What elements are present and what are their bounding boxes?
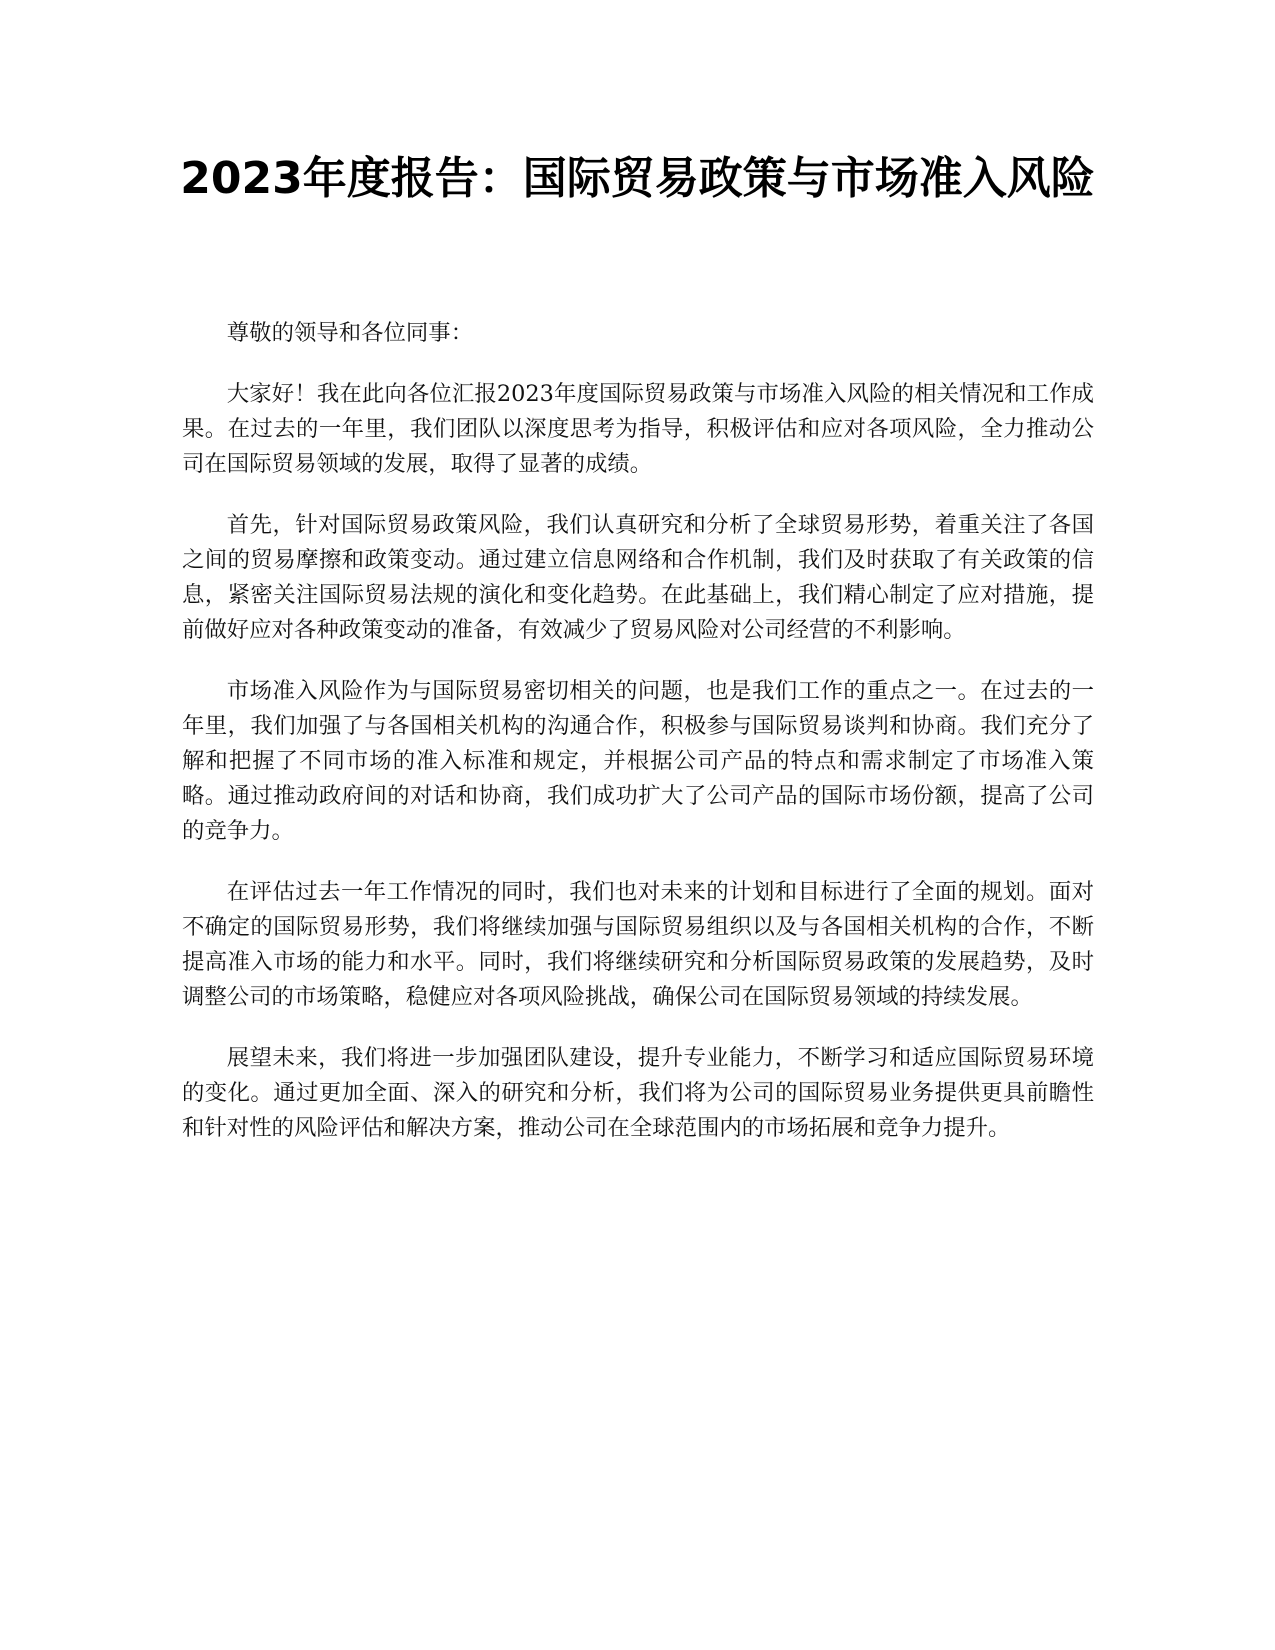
paragraph-future-plan: 在评估过去一年工作情况的同时，我们也对未来的计划和目标进行了全面的规划。面对不确定的国际贸易形势，我们将继续加强与国际贸易组织以及与各国相关机构的合作，不断提高准入市场的能力和水平。同时，我们将继续研究和分析国际贸易政策的发展趋势，及时调整公司的市场策略，稳健应对各项风险挑战，确保公司在国际贸易领域的持续发展。 bbox=[182, 879, 1094, 1010]
paragraph-market-access-risk: 市场准入风险作为与国际贸易密切相关的问题，也是我们工作的重点之一。在过去的一年里，我们加强了与各国相关机构的沟通合作，积极参与国际贸易谈判和协商。我们充分了解和把握了不同市场的准入标准和规定，并根据公司产品的特点和需求制定了市场准入策略。通过推动政府间的对话和协商，我们成功扩大了公司产品的国际市场份额，提高了公司的竞争力。 bbox=[182, 678, 1094, 844]
paragraph-trade-policy-risk: 首先，针对国际贸易政策风险，我们认真研究和分析了全球贸易形势，着重关注了各国之间的贸易摩擦和政策变动。通过建立信息网络和合作机制，我们及时获取了有关政策的信息，紧密关注国际贸易法规的演化和变化趋势。在此基础上，我们精心制定了应对措施，提前做好应对各种政策变动的准备，有效减少了贸易风险对公司经营的不利影响。 bbox=[182, 512, 1094, 643]
paragraph-intro: 大家好！我在此向各位汇报2023年度国际贸易政策与市场准入风险的相关情况和工作成果。在过去的一年里，我们团队以深度思考为指导，积极评估和应对各项风险，全力推动公司在国际贸易领域的发展，取得了显著的成绩。 bbox=[182, 381, 1094, 477]
document-title: 2023年度报告：国际贸易政策与市场准入风险 bbox=[180, 153, 1095, 204]
salutation: 尊敬的领导和各位同事： bbox=[226, 320, 474, 346]
paragraph-outlook: 展望未来，我们将进一步加强团队建设，提升专业能力，不断学习和适应国际贸易环境的变化。通过更加全面、深入的研究和分析，我们将为公司的国际贸易业务提供更具前瞻性和针对性的风险评估和解决方案，推动公司在全球范围内的市场拓展和竞争力提升。 bbox=[182, 1045, 1094, 1141]
document-body bbox=[182, 316, 1094, 1172]
